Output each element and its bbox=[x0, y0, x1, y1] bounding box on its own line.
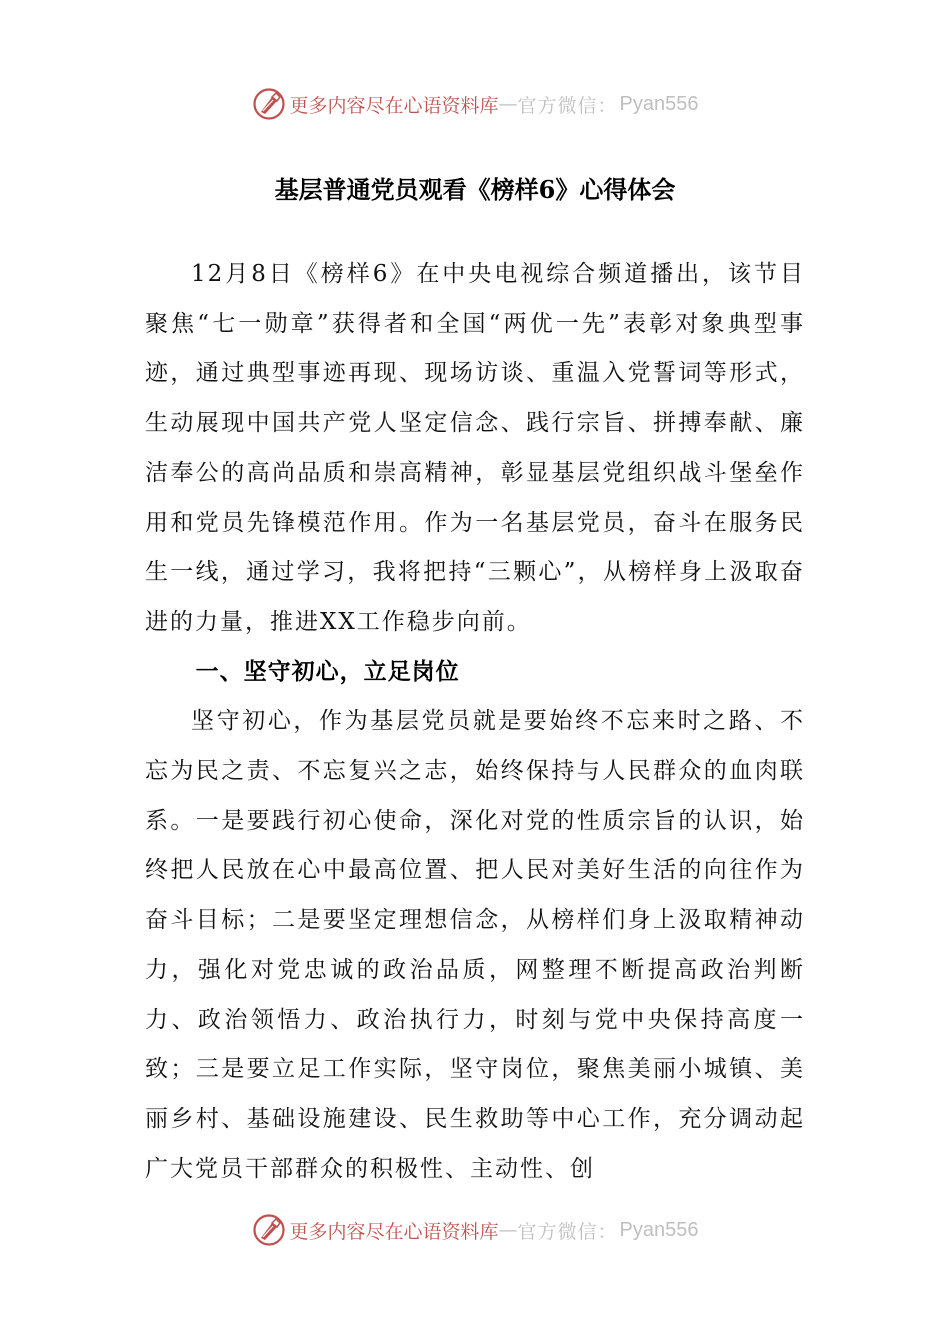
banner-wechat-label: 官方微信： bbox=[517, 94, 618, 117]
banner-wechat-id: Pyan556 bbox=[619, 1218, 699, 1241]
banner-wechat-label: 官方微信： bbox=[517, 1220, 618, 1243]
footer-banner bbox=[0, 1210, 950, 1250]
document-body bbox=[145, 250, 805, 1194]
header-banner bbox=[0, 84, 950, 124]
body-paragraph: 12月8日《榜样6》在中央电视综合频道播出，该节目聚焦“七一勋章”获得者和全国“两优一先”表彰对象典型事迹，通过典型事迹再现、现场访谈、重温入党誓词等形式，生动展现中国共产党人坚定信念、践行宗旨、拼搏奉献、廉洁奉公的高尚品质和崇高精神，彰显基层党组织战斗堡垒作用和党员先锋模范作用。作为一名基层党员，奋斗在服务民生一线，通过学习，我将把持“三颗心”，从榜样身上汲取奋进的力量，推进XX工作稳步向前。 bbox=[145, 261, 805, 635]
pen-nib-logo-icon bbox=[252, 1213, 286, 1247]
banner-separator: — bbox=[498, 1219, 518, 1241]
banner-separator: — bbox=[498, 93, 518, 115]
section-heading: 一、坚守初心，立足岗位 bbox=[195, 658, 460, 685]
document-title: 基层普通党员观看《榜样6》心得体会 bbox=[274, 175, 676, 204]
banner-wechat-id: Pyan556 bbox=[619, 92, 699, 115]
body-paragraph: 坚守初心，作为基层党员就是要始终不忘来时之路、不忘为民之责、不忘复兴之志，始终保持与人民群众的血肉联系。一是要践行初心使命，深化对党的性质宗旨的认识，始终把人民放在心中最高位置、把人民对美好生活的向往作为奋斗目标；二是要坚定理想信念，从榜样们身上汲取精神动力，强化对党忠诚的政治品质，网整理不断提高政治判断力、政治领悟力、政治执行力，时刻与党中央保持高度一致；三是要立足工作实际，坚守岗位，聚焦美丽小城镇、美丽乡村、基础设施建设、民生救助等中心工作，充分调动起广大党员干部群众的积极性、主动性、创 bbox=[145, 708, 805, 1182]
banner-site-text: 更多内容尽在心语资料库 bbox=[289, 1220, 499, 1243]
pen-nib-logo-icon bbox=[252, 87, 286, 121]
banner-site-text: 更多内容尽在心语资料库 bbox=[289, 94, 499, 117]
